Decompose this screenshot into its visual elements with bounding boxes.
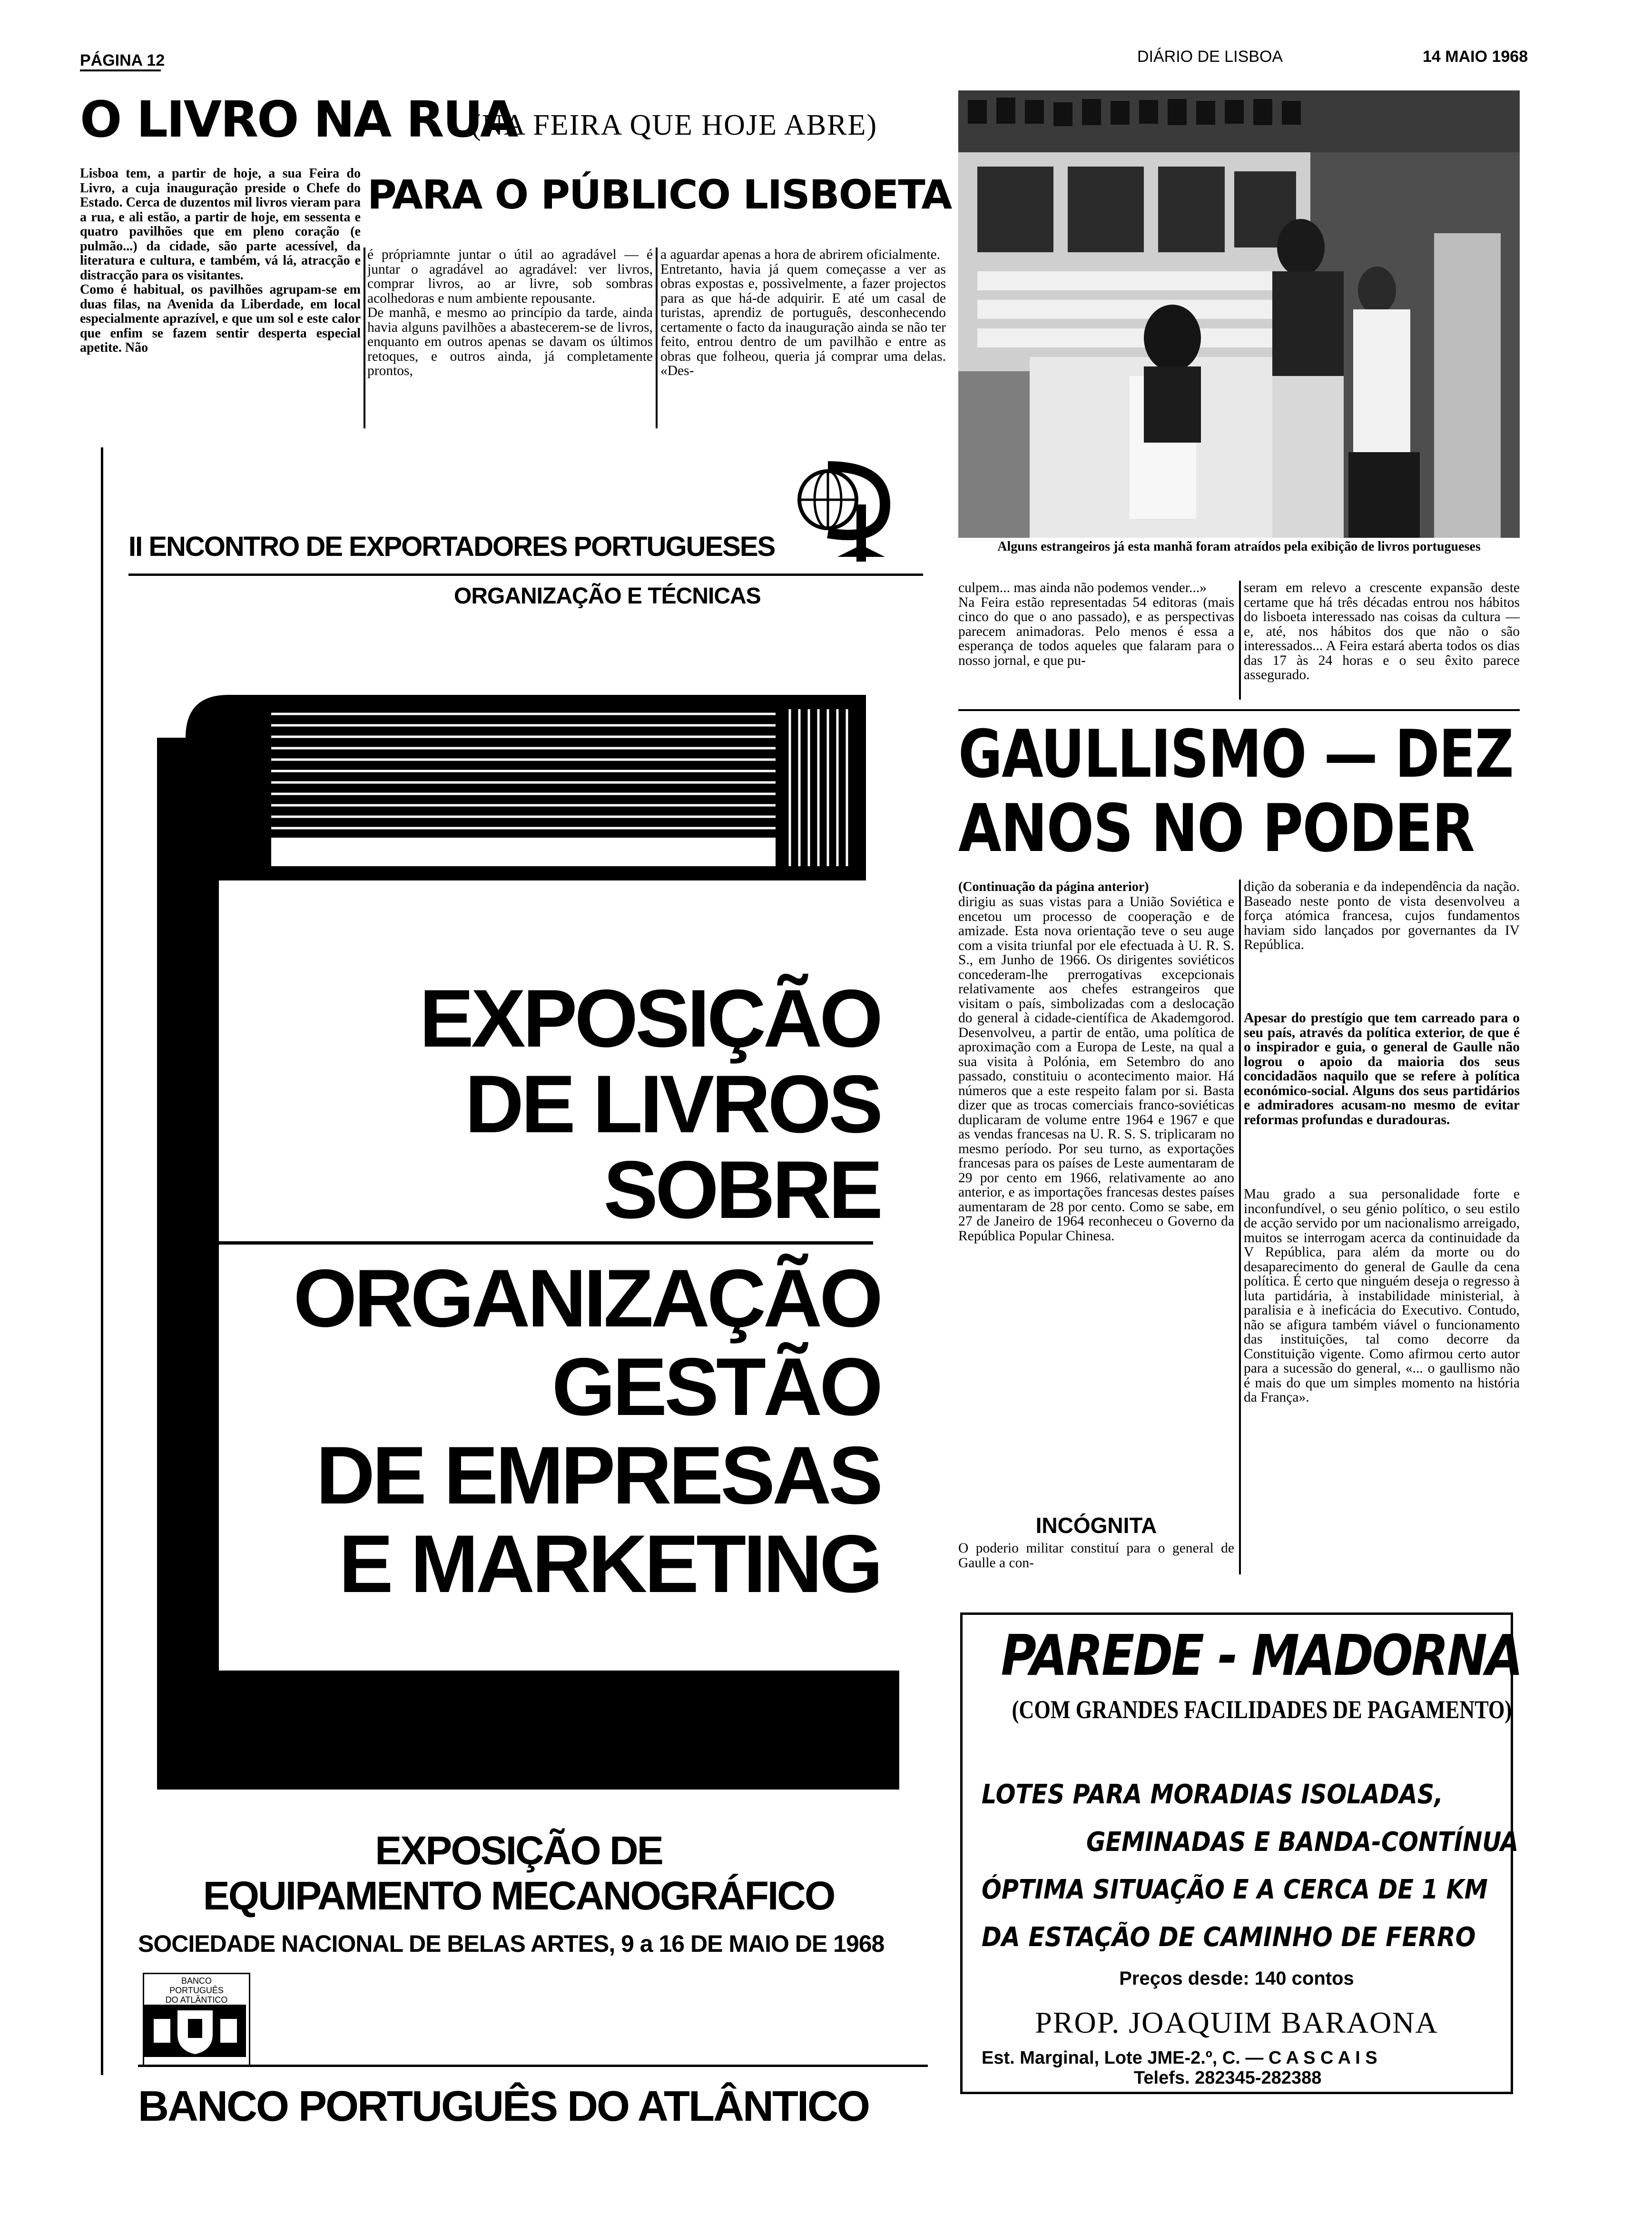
event-title-rule: [128, 574, 923, 576]
property-title: PAREDE - MADORNA: [1001, 1622, 1522, 1688]
feira-continuation-2: seram em relevo a crescente expansão deste certame que há três décadas entrou nos hábitos do lisboeta interessado nas coisas da cultura — e, até, nos hábitos dos que não o são interessados... A Feira estará aberta todos os dias das 17 às 24 horas e o seu êxito parece assegurado.: [1244, 581, 1520, 682]
feira-continuation-1: culpem... mas ainda não podemos vender...» Na Feira estão representadas 54 editoras (mais cinco do que o ano passado), e as perspectivas parecem animadoras. Pelo menos é essa a esperança de todos aqueles que falaram para o nosso jornal, e que pu-: [958, 581, 1234, 668]
exhibition-ad-left-border: [101, 447, 103, 2075]
feira-column-1: Lisboa tem, a partir de hoje, a sua Feira do Livro, a cuja inauguração preside o Chefe do Estado. Cerca de duzentos mil livros vieram para a rua, e ali estão, a partir de hoje, em sessenta e quatro pavilhões que em pleno coração (e pulmão...) da cidade, são parte acessível, da literatura e cultura, e também, vá lá, atracção e distracção para os visitantes. Como é habitual, os pavilhões agrupam-se em duas filas, na Avenida da Liberdade, em local especialmente aprazível, e que um sol e este calor que enfim se fazem sentir desperta especial apetite. Não: [80, 167, 361, 355]
book-line-exposicao: EXPOSIÇÃO: [419, 973, 880, 1064]
feira-column-2: é própriamnte juntar o útil ao agradável — é juntar o agradável ao agradável: ver livros, comprar livros, ao ar livre, sob sombras acolhedoras e num ambiente repousante. De manhã, e mesmo ao princípio da tarde, ainda havia alguns pavilhões a abastecerem-se de livros, enquanto em outros apenas se davam os últimos retoques, e outros ainda, já completamente prontos,: [367, 247, 653, 378]
property-owner: PROP. JOAQUIM BARAONA: [1035, 2006, 1438, 2039]
newspaper-name: DIÁRIO DE LISBOA: [1137, 48, 1283, 66]
feira-headline: [80, 90, 517, 148]
gaullismo-headline-1: GAULLISMO — DEZ: [958, 716, 1514, 792]
book-line-de-livros: DE LIVROS: [464, 1058, 880, 1150]
issue-date: 14 MAIO 1968: [1423, 48, 1528, 66]
bank-logo-text: BANCO PORTUGUÊS DO ATLÂNTICO: [165, 1976, 228, 2005]
exporters-logo-icon: [790, 457, 895, 566]
feira-headline-main: O LIVRO NA RUA: [80, 90, 517, 148]
feira-col-divider-1: [364, 247, 365, 428]
feira-headline-aside: (NA FEIRA QUE HOJE ABRE): [471, 109, 878, 141]
book-separator: [178, 1241, 873, 1245]
feira-cont-divider: [1239, 581, 1241, 700]
book-line-de-empresas: DE EMPRESAS: [315, 1430, 880, 1521]
event-subtitle: ORGANIZAÇÃO E TÉCNICAS: [454, 583, 761, 609]
property-line-3: ÓPTIMA SITUAÇÃO E A CERCA DE 1 KM: [982, 1874, 1488, 1905]
bank-rule: [138, 2065, 928, 2067]
feira-column-3: a aguardar apenas a hora de abrirem oficialmente. Entretanto, havia já quem começasse a ver as obras expostas e, possìvelmente, a fazer projectos para as que há-de adquirir. E até um casal de turistas, aprendiz de português, desconhecendo certamente o facto da inauguração ainda se não ter feito, entrou dentro de um pavilhão e entre as obras que folheou, queria já comprar uma delas. «Des-: [660, 247, 946, 378]
equipment-line-2: EQUIPAMENTO MECANOGRÁFICO: [203, 1873, 835, 1918]
book-line-sobre: SOBRE: [603, 1144, 880, 1236]
book-fair-photo: [958, 90, 1520, 538]
gaullismo-column-1-tail: O poderio militar constituí para o general de Gaulle a con-: [958, 1541, 1234, 1571]
book-text-block: [233, 973, 880, 1823]
gaullismo-subhead: INCÓGNITA: [1035, 1513, 1157, 1538]
gaullismo-column-2a: dição da soberania e da independência da nação. Baseado neste ponto de vista desenvolveu a força atómica francesa, cujos fundamentos haviam sido lançados por governantes da IV República.: [1244, 880, 1520, 952]
page-number-underline: [80, 69, 161, 71]
photo-caption: Alguns estrangeiros já esta manhã foram atraídos pela exibição de livros portugueses: [997, 539, 1481, 554]
feira-col-divider-2: [656, 247, 658, 428]
property-line-4: DA ESTAÇÃO DE CAMINHO DE FERRO: [982, 1922, 1476, 1953]
property-ad: [960, 1612, 1522, 2094]
bank-shield-icon: [144, 2005, 246, 2057]
gaullismo-column-1: dirigiu as suas vistas para a União Soviética e encetou um processo de cooperação e de amizade. Esta nova orientação teve o seu auge com a visita triunfal por ele efectuada à U. R. S. S., em Junho de 1966. Os dirigentes soviéticos concederam-lhe prerrogativas excepcionais relativamente aos chefes estrangeiros que visitam o país, simbolizadas com a deslocação do general à cidade-científica de Akademgorod. Desenvolveu, a partir de então, uma política de aproximação com a Europa de Leste, na qual a sua visita à Polónia, em Setembro do ano passado, constituiu o acontecimento maior. Há números que a este respeito falam por si. Basta dizer que as trocas comerciais franco-soviéticas duplicaram de volume entre 1964 e 1967 e que as vendas francesas na U. R. S. S. triplicaram no mesmo período. Por seu turno, as exportações francesas para os países de Leste aumentaram de 29 por cento em 1966, relativamente ao ano anterior, e as importações francesas destes países aumentaram de 28 por cento. Como se sabe, em 27 de Janeiro de 1964 reconheceu o Governo da República Popular Chinesa.: [958, 895, 1234, 1244]
gaullismo-column-2-bold: Apesar do prestígio que tem carreado para o seu país, através da política exterior, de que é o inspirador e guia, o general de Gaulle não logrou o apoio da maioria dos seus concidadãos naquilo que se refere à política económico-social. Alguns dos seus partidários e admiradores acusam-no mesmo de evitar reformas profundas e duradouras.: [1244, 1011, 1520, 1127]
book-line-organizacao: ORGANIZAÇÃO: [293, 1253, 880, 1344]
book-fair-photo-image: [958, 90, 1520, 538]
property-line-1: LOTES PARA MORADIAS ISOLADAS,: [982, 1779, 1444, 1810]
bank-name: BANCO PORTUGUÊS DO ATLÂNTICO: [138, 2083, 869, 2130]
feira-bottom-rule: [958, 709, 1520, 711]
book-line-e-marketing: E MARKETING: [339, 1518, 880, 1610]
venue-line: SOCIEDADE NACIONAL DE BELAS ARTES, 9 a 16 DE MAIO DE 1968: [138, 1930, 885, 1957]
exhibition-ad: [105, 447, 933, 2130]
property-subtitle: (COM GRANDES FACILIDADES DE PAGAMENTO): [1012, 1695, 1512, 1724]
feira-subheadline: PARA O PÚBLICO LISBOETA: [367, 171, 952, 218]
property-phones: Telefs. 282345-282388: [1134, 2068, 1322, 2088]
gaullismo-column-2b: Mau grado a sua personalidade forte e inconfundível, o seu génio político, o seu estilo de acção servido por um nacionalismo arreigado, muitos se interrogam acerca da continuidade da V República, para além da morte ou do desaparecimento do general de Gaulle da cena política. É certo que ninguém deseja o regresso à luta partidária, à instabilidade ministerial, à paralisia e à ineficácia do Executivo. Contudo, não se afigura também viável o funcionamento das instituições, tal como decorre da Constituição vigente. Como afirmou certo autor para a sucessão do general, «... o gaullismo não é mais do que um simples momento na história da França».: [1244, 1187, 1520, 1405]
book-line-gestao: GESTÃO: [551, 1341, 880, 1433]
property-address: Est. Marginal, Lote JME-2.º, C. — C A S C A I S: [982, 2048, 1377, 2068]
event-title: II ENCONTRO DE EXPORTADORES PORTUGUESES: [128, 531, 775, 562]
equipment-line-1: EXPOSIÇÃO DE: [375, 1828, 662, 1873]
page-number: PÁGINA 12: [80, 51, 165, 69]
gaullismo-continuation-note: (Continuação da página anterior): [958, 880, 1149, 894]
gaullismo-col-divider: [1239, 880, 1241, 1574]
property-line-2: GEMINADAS E BANDA-CONTÍNUA: [1086, 1827, 1519, 1858]
property-prices: Preços desde: 140 contos: [1119, 1968, 1354, 1989]
gaullismo-headline-2: ANOS NO PODER: [958, 790, 1475, 867]
bank-logo: [143, 1973, 250, 2066]
